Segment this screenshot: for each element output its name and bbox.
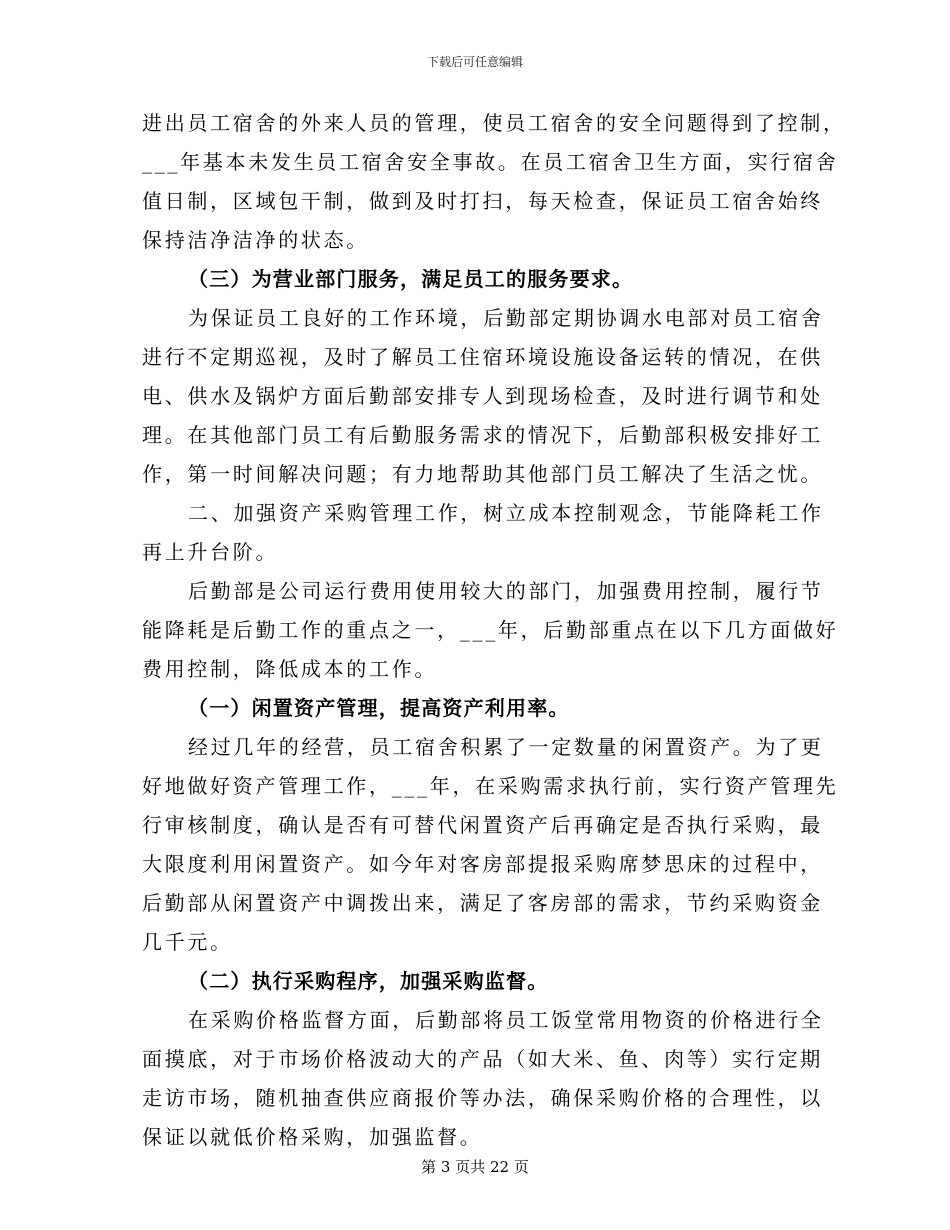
section-heading xyxy=(142,689,812,728)
text-line: 进出员工宿舍的外来人员的管理，使员工宿舍的安全问题得到了控制， xyxy=(142,111,846,135)
text-line: 经过几年的经营，员工宿舍积累了一定数量的闲置资产。为了更 xyxy=(188,735,824,759)
text-line: 作，第一时间解决问题；有力地帮助其他部门员工解决了生活之忧。 xyxy=(142,462,823,486)
paragraph xyxy=(142,1001,824,1157)
text-line: 值日制，区域包干制，做到及时打扫，每天检查，保证员工宿舍始终 xyxy=(142,189,823,213)
paragraph xyxy=(142,728,839,962)
text-line: 为保证员工良好的工作环境，后勤部定期协调水电部对员工宿舍 xyxy=(188,306,824,330)
text-line: 后勤部从闲置资产中调拨出来，满足了客房部的需求，节约采购资金 xyxy=(142,891,823,915)
heading-text: （三）为营业部门服务，满足员工的服务要求。 xyxy=(188,267,634,291)
text-line: 大限度利用闲置资产。如今年对客房部提报采购席梦思床的过程中， xyxy=(142,852,823,876)
text-line: 费用控制，降低成本的工作。 xyxy=(142,657,438,681)
text-line: 再上升台阶。 xyxy=(142,540,279,564)
page-footer: 第 3 页共 22 页 xyxy=(421,1158,529,1176)
page-header: 下载后可任意编辑 xyxy=(426,55,523,69)
section-heading xyxy=(142,260,812,299)
text-line: ___年基本未发生员工宿舍安全事故。在员工宿舍卫生方面，实行宿舍 xyxy=(142,150,839,174)
document-body xyxy=(142,104,846,1157)
paragraph xyxy=(142,299,824,494)
text-line: 进行不定期巡视，及时了解员工住宿环境设施设备运转的情况，在供 xyxy=(142,345,823,369)
text-line: 能降耗是后勤工作的重点之一，___年，后勤部重点在以下几方面做好 xyxy=(142,618,839,642)
text-line: 几千元。 xyxy=(142,930,233,954)
text-line: 后勤部是公司运行费用使用较大的部门，加强费用控制，履行节 xyxy=(188,579,824,603)
paragraph xyxy=(142,104,846,260)
text-line: 行审核制度，确认是否有可替代闲置资产后再确定是否执行采购，最 xyxy=(142,813,823,837)
text-line: 二、加强资产采购管理工作，树立成本控制观念，节能降耗工作 xyxy=(188,501,824,525)
text-line: 在采购价格监督方面，后勤部将员工饭堂常用物资的价格进行全 xyxy=(188,1008,824,1032)
text-line: 好地做好资产管理工作，___年，在采购需求执行前，实行资产管理先 xyxy=(142,774,839,798)
text-line: 保持洁净洁净的状态。 xyxy=(142,228,369,252)
heading-text: （二）执行采购程序，加强采购监督。 xyxy=(188,969,549,993)
text-line: 走访市场，随机抽查供应商报价等办法，确保采购价格的合理性，以 xyxy=(142,1086,823,1110)
text-line: 电、供水及锅炉方面后勤部安排专人到现场检查，及时进行调节和处 xyxy=(142,384,823,408)
section-heading xyxy=(142,962,812,1001)
text-line: 理。在其他部门员工有后勤服务需求的情况下，后勤部积极安排好工 xyxy=(142,423,823,447)
paragraph xyxy=(142,494,824,572)
heading-text: （一）闲置资产管理，提高资产利用率。 xyxy=(188,696,570,720)
paragraph xyxy=(142,572,839,689)
text-line: 保证以就低价格采购，加强监督。 xyxy=(142,1125,483,1149)
text-line: 面摸底，对于市场价格波动大的产品（如大米、鱼、肉等）实行定期 xyxy=(142,1047,823,1071)
